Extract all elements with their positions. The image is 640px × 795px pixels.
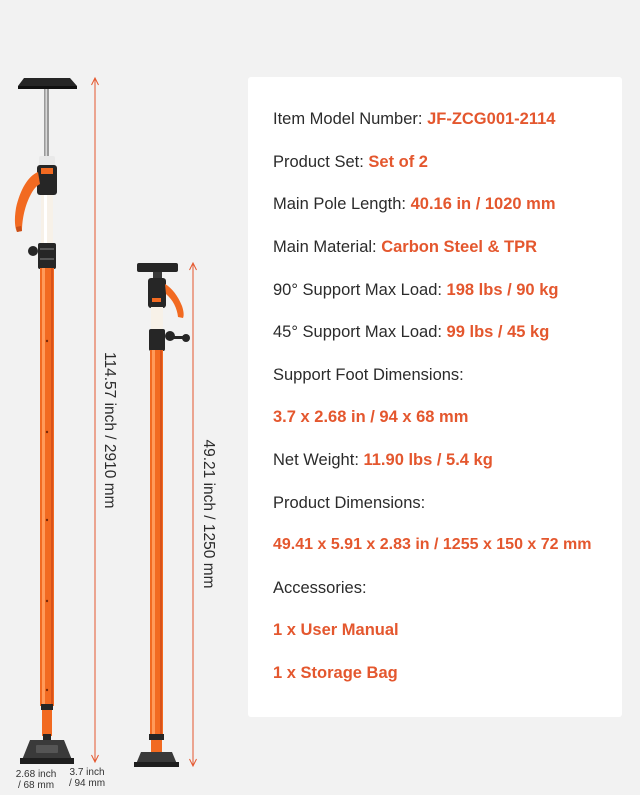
spec-accessories-label: Accessories: (273, 579, 367, 597)
short-pole-lever (165, 284, 184, 318)
spec-product-dimensions-value: 49.41 x 5.91 x 2.83 in / 1255 x 150 x 72 mm (273, 536, 592, 553)
foot-length-mm: / 94 mm (68, 778, 106, 789)
spec-model-number-label: Item Model Number: (273, 110, 428, 128)
spec-pole-length-label: Main Pole Length: (273, 195, 411, 213)
short-pole (134, 263, 190, 767)
spec-pole-length (273, 194, 556, 214)
spec-foot-dimensions-value: 3.7 x 2.68 in / 94 x 68 mm (273, 408, 469, 426)
spec-pole-length-value: 40.16 in / 1020 mm (410, 195, 556, 213)
spec-model-number (273, 109, 555, 129)
foot-width-label (10, 769, 62, 791)
tall-pole (15, 78, 77, 764)
spec-net-weight-value: 11.90 lbs / 5.4 kg (363, 451, 493, 469)
foot-width-mm: / 68 mm (17, 780, 55, 791)
spec-net-weight-label: Net Weight: (273, 451, 364, 469)
spec-load-45-value: 99 lbs / 45 kg (446, 323, 550, 341)
spec-load-90-label: 90° Support Max Load: (273, 281, 447, 299)
spec-load-90 (273, 280, 558, 300)
spec-product-set (273, 152, 428, 172)
dimension-line-retracted (190, 263, 197, 766)
short-pole-top-pad (137, 263, 178, 272)
foot-width-inch: 2.68 inch (15, 769, 57, 780)
spec-material-label: Main Material: (273, 238, 382, 256)
specifications-card (248, 77, 622, 717)
spec-load-45-label: 45° Support Max Load: (273, 323, 447, 341)
spec-product-dimensions-label: Product Dimensions: (273, 494, 426, 512)
spec-load-90-value: 198 lbs / 90 kg (446, 281, 559, 299)
spec-product-set-label: Product Set: (273, 153, 369, 171)
spec-material (273, 237, 537, 257)
spec-load-45 (273, 322, 549, 342)
tall-pole-lever (15, 172, 40, 232)
spec-product-set-value: Set of 2 (368, 153, 428, 171)
support-poles-illustration (0, 0, 245, 795)
foot-length-label (61, 767, 113, 789)
tall-pole-top-pad (18, 78, 77, 86)
dimension-line-extended (92, 78, 99, 762)
spec-foot-dimensions-label: Support Foot Dimensions: (273, 366, 464, 384)
short-pole-collar (149, 329, 165, 351)
short-pole-lock-block (148, 278, 166, 308)
foot-length-inch: 3.7 inch (69, 767, 105, 778)
spec-material-value: Carbon Steel & TPR (381, 238, 538, 256)
extended-height-label: 114.57 inch / 2910 mm (101, 352, 118, 509)
retracted-height-label: 49.21 inch / 1250 mm (200, 439, 217, 589)
spec-accessory-item: 1 x User Manual (273, 621, 399, 639)
spec-model-number-value: JF-ZCG001-2114 (427, 110, 556, 128)
tall-pole-collar (38, 243, 56, 269)
spec-net-weight (273, 450, 493, 470)
spec-accessory-item: 1 x Storage Bag (273, 664, 398, 682)
